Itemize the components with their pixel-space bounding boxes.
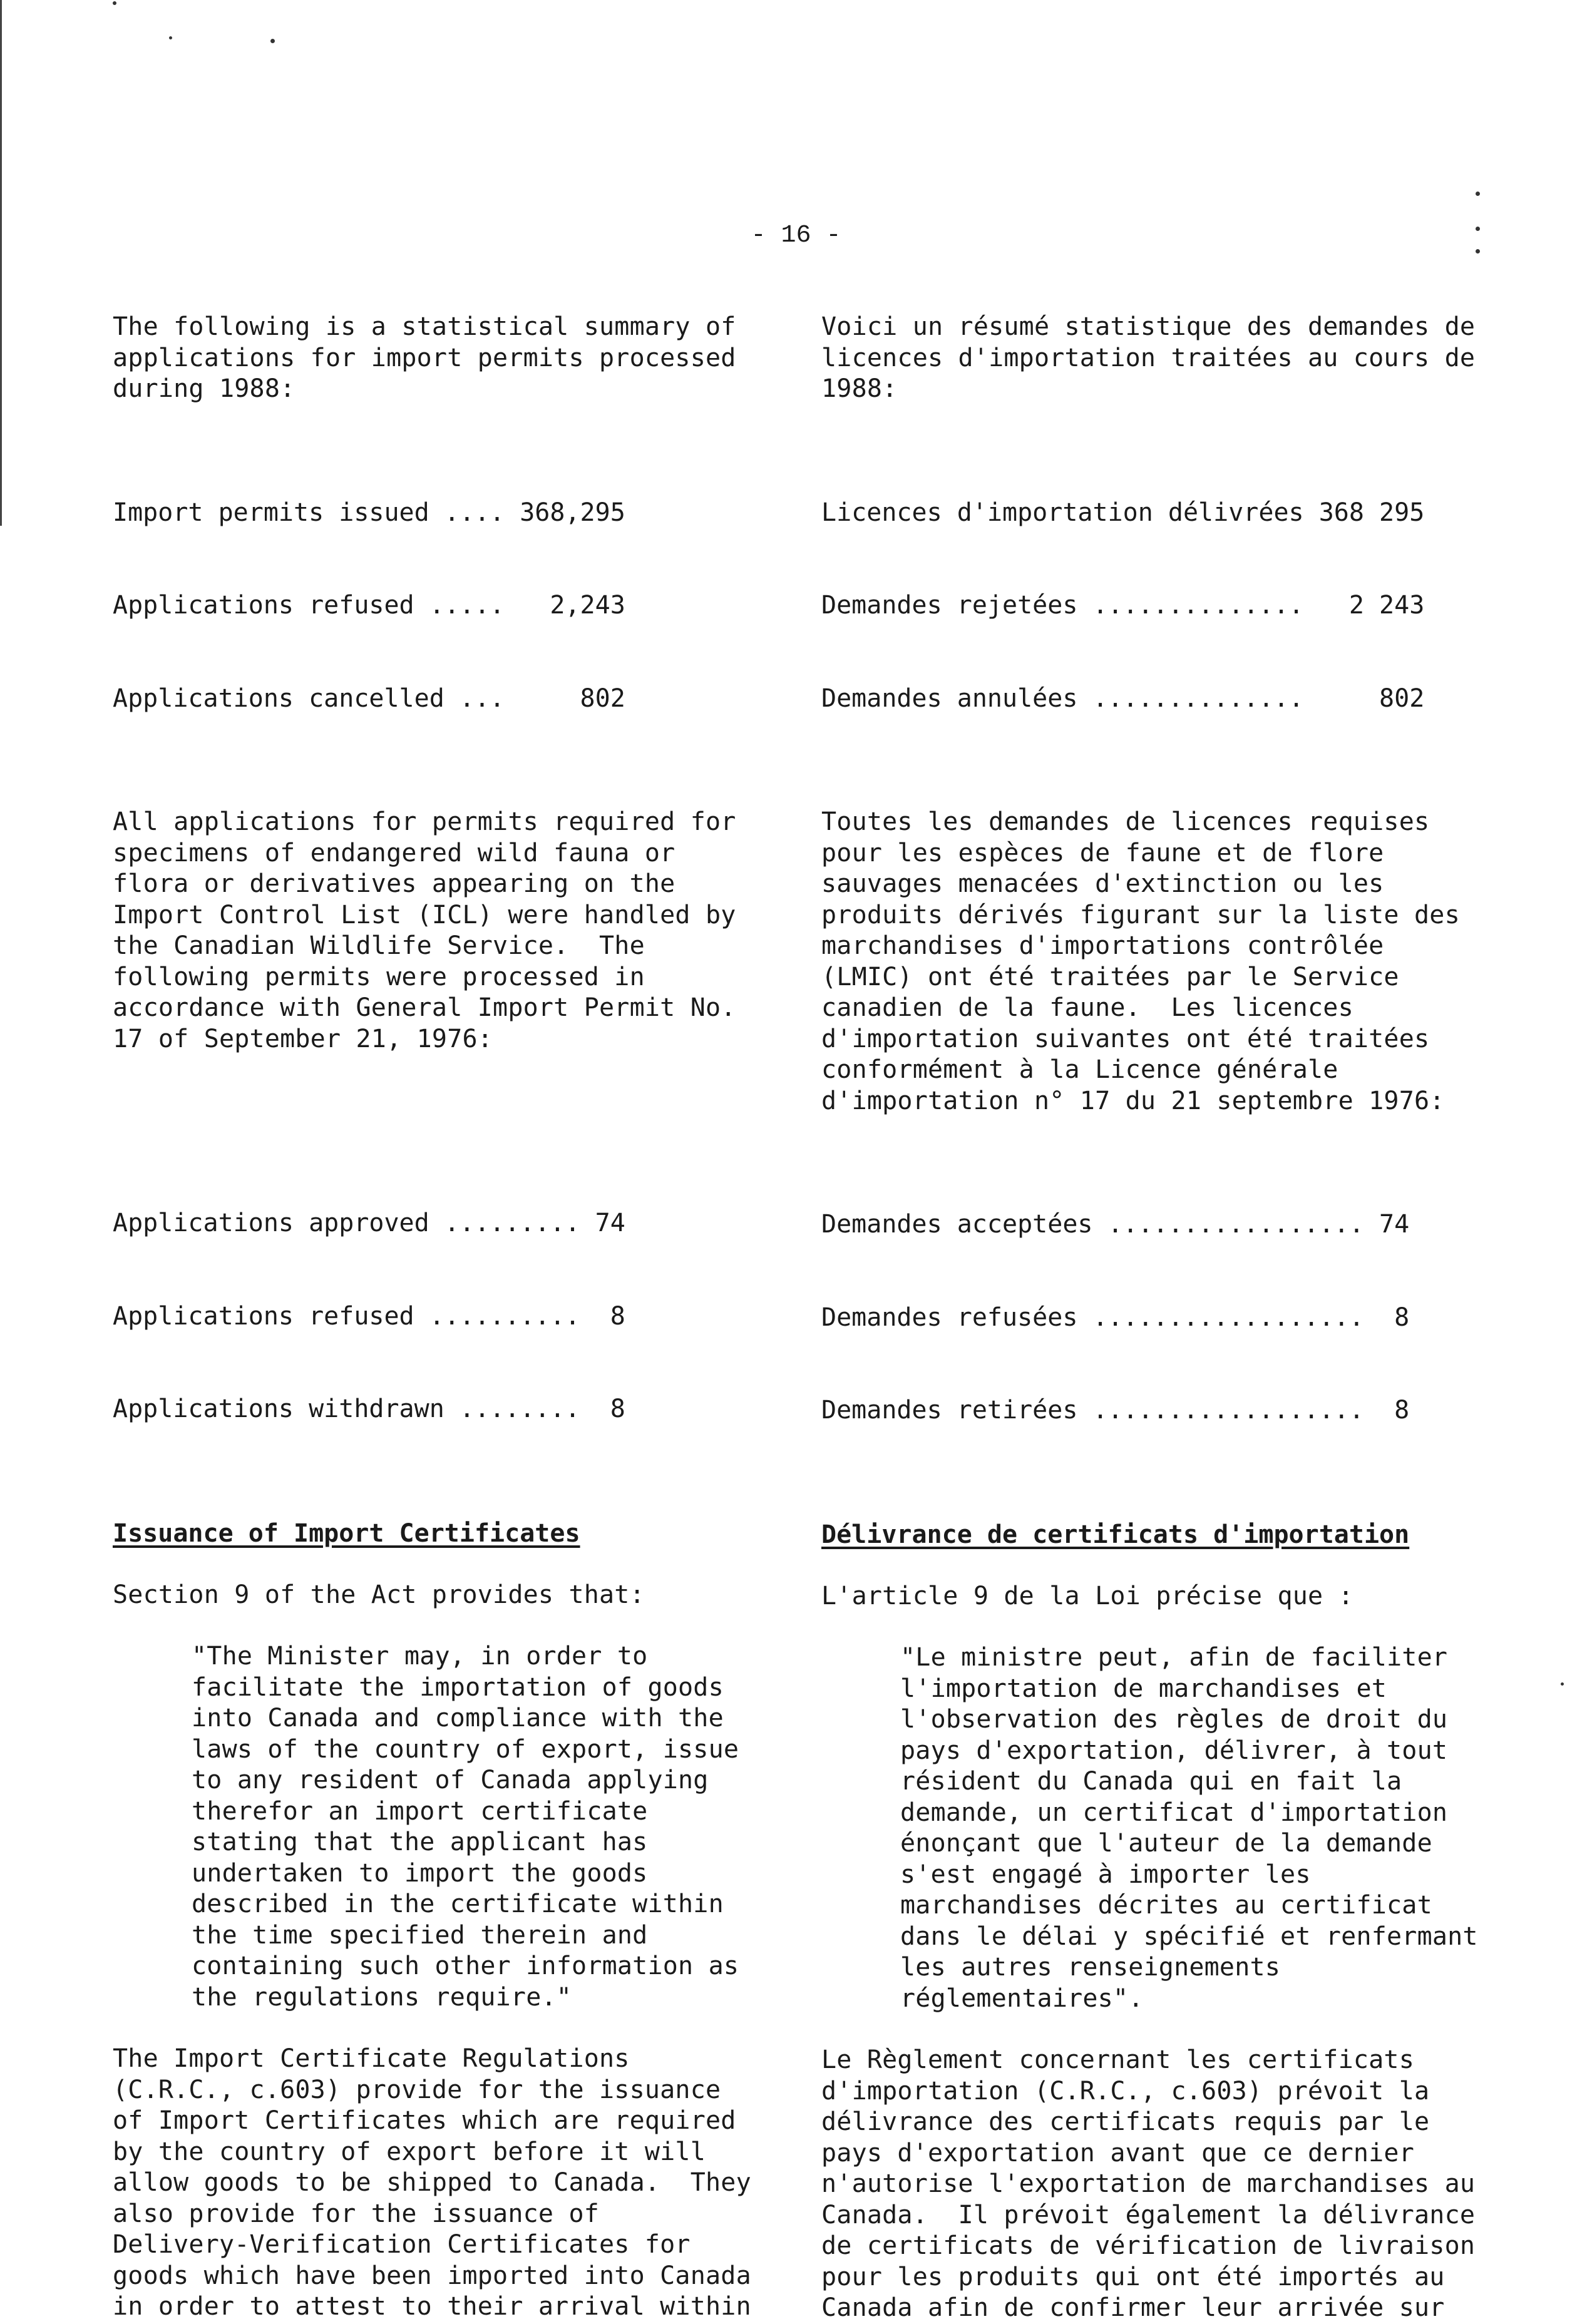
- endangered-permit-statistics: [821, 1147, 1541, 1488]
- regulations-paragraph: Le Règlement concernant les certificats d'importation (C.R.C., c.603) prévoit la délivrance des certificats requis par le pays d'exportation avant que ce dernier n'autorise l'exportation de marchandises au Canada. Il prévoit également la délivrance de certificats de vérification de livraison pour les produits qui ont été importés au Canada afin de confirmer leur arrivée sur: [821, 2045, 1476, 2322]
- section-heading: Délivrance de certificats d'importation: [821, 1520, 1410, 1549]
- stat-row: Demandes annulées .............. 802: [821, 683, 1425, 713]
- stat-row: Applications refused .......... 8: [113, 1301, 625, 1331]
- stat-row: Demandes rejetées .............. 2 243: [821, 591, 1425, 620]
- english-column: [113, 312, 789, 2323]
- regulations-paragraph: The Import Certificate Regulations (C.R.C., c.603) provide for the issuance of Import Certificates which are required by the country of export before it will allow goods to be shipped to Canada. They also provide for the issuance of Delivery-Verification Certificates for goods which have been imported into Canada in order to attest to their arrival within: [113, 2044, 751, 2321]
- stat-row: Demandes retirées .................. 8: [821, 1396, 1410, 1425]
- stat-row: Licences d'importation délivrées 368 295: [821, 498, 1425, 527]
- scan-speck: [270, 39, 275, 43]
- intro-paragraph: The following is a statistical summary of applications for import permits processed during 1988:: [113, 312, 736, 403]
- import-permit-statistics: [821, 436, 1541, 777]
- stat-row: Demandes refusées .................. 8: [821, 1303, 1410, 1332]
- stat-row: Applications refused ..... 2,243: [113, 591, 625, 620]
- stat-row: Import permits issued .... 368,295: [113, 498, 625, 527]
- stat-row: Applications approved ......... 74: [113, 1209, 625, 1237]
- intro-paragraph: Voici un résumé statistique des demandes de licences d'importation traitées au cours de 1988:: [821, 312, 1476, 403]
- import-permit-statistics: [113, 436, 789, 777]
- page-number: - 16 -: [751, 222, 841, 250]
- act-quotation: "Le ministre peut, afin de faciliter l'importation de marchandises et l'observation des règles de droit du pays d'exportation, délivrer, à tout résident du Canada qui en fait la demande, un certificat d'importation énonçant que l'auteur de la demande s'est engagé à importer les marchandises décrites au certificat dans le délai y spécifié et renfermant les autres renseignements réglementaires".: [900, 1643, 1478, 2013]
- act-quotation: "The Minister may, in order to facilitate the importation of goods into Canada and compliance with the laws of the country of export, issue to any resident of Canada applying therefor an import certificate stating that the applicant has undertaken to import the goods described in the certificate within the time specified therein and containing such other information as the regulations require.": [192, 1642, 739, 2012]
- stat-row: Applications cancelled ... 802: [113, 683, 625, 713]
- icl-paragraph: All applications for permits required for specimens of endangered wild fauna or flora or derivatives appearing on the Import Control List (ICL) were handled by the Canadian Wildlife Service. The following permits were processed in accordance with General Import Permit No. 17 of September 21, 1976:: [113, 807, 736, 1053]
- stat-row: Demandes acceptées ................. 74: [821, 1210, 1410, 1239]
- section-intro: Section 9 of the Act provides that:: [113, 1580, 645, 1609]
- section-heading: Issuance of Import Certificates: [113, 1518, 580, 1548]
- lmic-paragraph: Toutes les demandes de licences requises pour les espèces de faune et de flore sauvages menacées d'extinction ou les produits dérivés figurant sur la liste des marchandises d'importations contrôlée (LMIC) ont été traitées par le Service canadien de la faune. Les licences d'importation suivantes ont été traitées conformément à la Licence générale d'importation n° 17 du 21 septembre 1976:: [821, 807, 1460, 1115]
- endangered-permit-statistics: [113, 1146, 789, 1487]
- section-intro: L'article 9 de la Loi précise que :: [821, 1581, 1353, 1610]
- scan-speck: [1561, 1682, 1564, 1686]
- scan-speck: [1476, 192, 1480, 196]
- scan-speck: [113, 1, 116, 5]
- scan-speck: [169, 36, 172, 39]
- french-column: [821, 312, 1541, 2324]
- stat-row: Applications withdrawn ........ 8: [113, 1395, 625, 1423]
- scan-edge-line: [0, 0, 2, 526]
